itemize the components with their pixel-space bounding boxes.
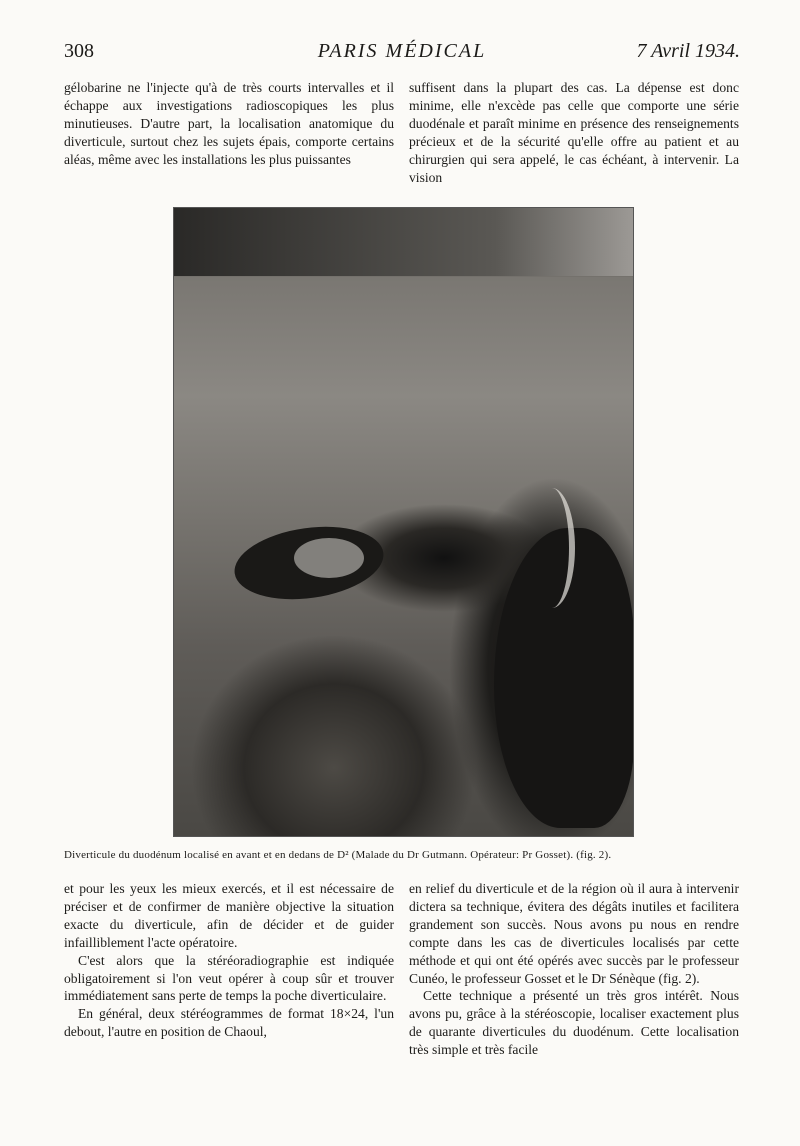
page-header bbox=[64, 40, 740, 70]
paragraph: gélobarine ne l'injecte qu'à de très courts intervalles et il échappe aux investigations radioscopiques les plus minutieuses. D'autre part, la localisation anatomique du diverticule, surtout chez les sujets épais, comporte certains aléas, même avec les installations les plus puissantes bbox=[64, 80, 394, 167]
paragraph: et pour les yeux les mieux exercés, et il est nécessaire de préciser et de confirmer de manière objective la situation exacte du diverticule, afin de décider et de guider infailliblement l'acte opératoire. bbox=[64, 881, 394, 950]
paragraph: Cette technique a présenté un très gros intérêt. Nous avons pu, grâce à la stéréoscopie, localiser exactement plus de quarante diverticules du duodénum. Cette localisation très simple et très facile bbox=[409, 988, 739, 1058]
paragraph: C'est alors que la stéréoradiographie est indiquée obligatoirement si l'on veut opérer à coup sûr et trouver immédiatement sans perte de temps la poche diverticulaire. bbox=[64, 952, 394, 1004]
bottom-left-column bbox=[64, 880, 394, 1041]
journal-title: PARIS MÉDICAL bbox=[317, 40, 487, 62]
top-right-column bbox=[409, 79, 739, 186]
paragraph: en relief du diverticule et de la région où il aura à intervenir dictera sa technique, évitera des dégâts inutiles et facilitera grandement son succès. Nous avons pu nous en rendre compte dans les cas de diverticules localisés par cette méthode et qui ont été opérés avec succès par le professeur Cunéo, le professeur Gosset et le Dr Sénèque (fig. 2). bbox=[409, 881, 739, 986]
stomach-rim-highlight bbox=[529, 488, 575, 608]
page-number: 308 bbox=[64, 40, 94, 62]
contrast-highlight bbox=[294, 538, 364, 578]
radiograph-figure bbox=[173, 207, 634, 837]
paragraph: suffisent dans la plupart des cas. La dépense est donc minime, elle n'excède pas celle que comporte une série duodénale et paraît minime en présence des renseignements précieux et de la sécurité qu'elle offre au patient et au chirurgien qui sera appelé, le cas échéant, à intervenir. La vision bbox=[409, 80, 739, 185]
bottom-right-column bbox=[409, 880, 739, 1059]
issue-date: 7 Avril 1934. bbox=[636, 40, 740, 62]
top-left-column bbox=[64, 79, 394, 169]
film-edge-band bbox=[174, 208, 633, 276]
figure-caption: Diverticule du duodénum localisé en avant et en dedans de D² (Malade du Dr Gutmann. Opérateur: Pr Gosset). (fig. 2). bbox=[64, 849, 612, 861]
paragraph: En général, deux stéréogrammes de format 18×24, l'un debout, l'autre en position de Chaoul, bbox=[64, 1006, 394, 1040]
